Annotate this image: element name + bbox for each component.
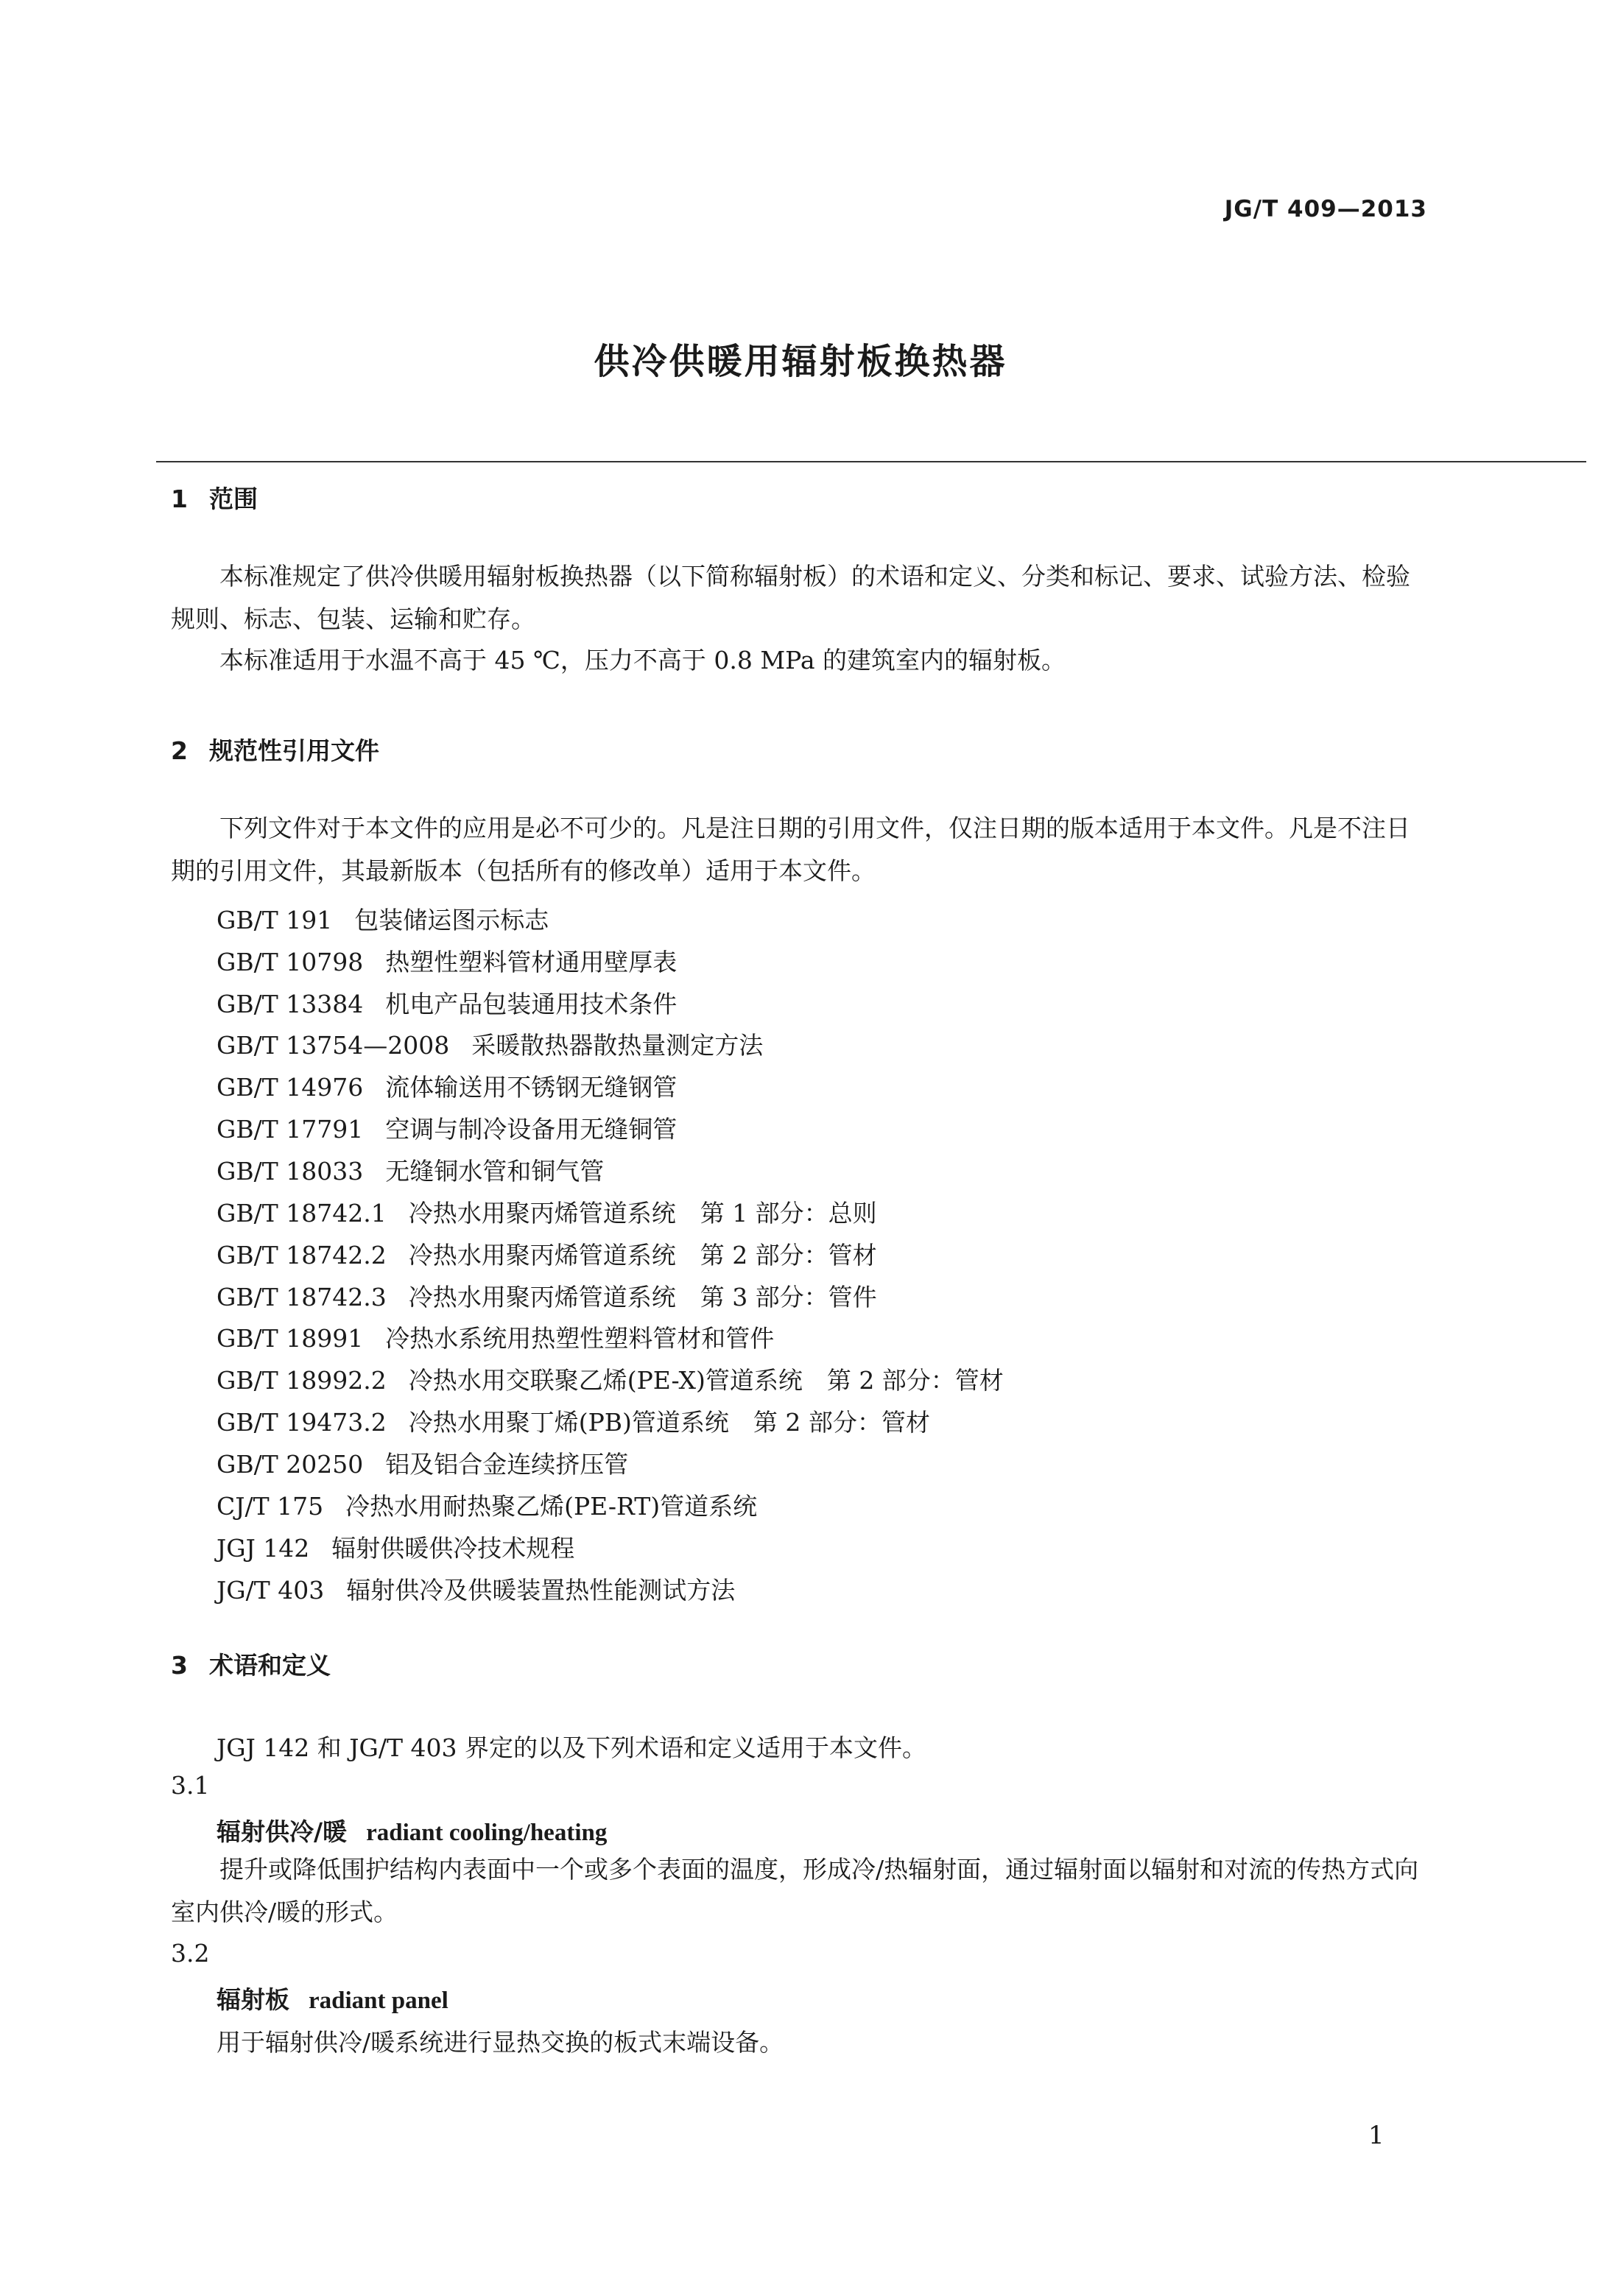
term-definition: 提升或降低围护结构内表面中一个或多个表面的温度，形成冷/热辐射面，通过辐射面以辐射和对流的传热方式向室内供冷/暖的形式。 — [171, 1855, 1419, 1926]
document-title: 供冷供暖用辐射板换热器 — [594, 341, 1007, 382]
term-en: radiant cooling/heating — [366, 1820, 608, 1846]
section-title: 规范性引用文件 — [209, 736, 379, 765]
page-number: 1 — [1368, 2121, 1384, 2150]
reference-item — [217, 1110, 677, 1145]
reference-item — [217, 1362, 1004, 1396]
term-heading — [217, 1981, 448, 2015]
reference-title: 冷热水用聚丙烯管道系统 第 3 部分：管件 — [408, 1283, 877, 1311]
reference-code: GB/T 14976 — [217, 1073, 364, 1102]
reference-code: GB/T 20250 — [217, 1450, 364, 1479]
reference-code: GB/T 19473.2 — [217, 1408, 387, 1437]
section-number: 2 — [171, 736, 188, 765]
term-en: radiant panel — [309, 1987, 448, 2014]
reference-code: GB/T 13384 — [217, 990, 364, 1018]
section-2-intro: 下列文件对于本文件的应用是必不可少的。凡是注日期的引用文件，仅注日期的版本适用于本文件。凡是不注日期的引用文件，其最新版本（包括所有的修改单）适用于本文件。 — [171, 814, 1410, 885]
reference-code: GB/T 191 — [217, 906, 333, 934]
reference-item — [217, 1026, 763, 1061]
reference-item — [217, 901, 549, 936]
section-number: 3 — [171, 1651, 188, 1680]
reference-code: GB/T 10798 — [217, 948, 364, 976]
reference-code: GB/T 18033 — [217, 1157, 364, 1186]
term-heading — [217, 1813, 607, 1848]
reference-item — [217, 1404, 930, 1438]
reference-item — [217, 1068, 677, 1103]
section-title: 范围 — [209, 485, 258, 513]
section-title: 术语和定义 — [209, 1651, 331, 1680]
section-3-heading — [171, 1647, 331, 1681]
reference-item — [217, 943, 677, 978]
reference-title: 机电产品包装通用技术条件 — [385, 990, 678, 1018]
reference-title: 流体输送用不锈钢无缝钢管 — [385, 1073, 678, 1102]
term-zh: 辐射供冷/暖 — [217, 1817, 348, 1846]
reference-title: 无缝铜水管和铜气管 — [385, 1157, 605, 1186]
term-zh: 辐射板 — [217, 1985, 289, 2014]
title-rule — [156, 461, 1586, 462]
reference-title: 辐射供冷及供暖装置热性能测试方法 — [346, 1576, 736, 1605]
section-1-heading — [171, 480, 258, 515]
reference-title: 冷热水用耐热聚乙烯(PE-RT)管道系统 — [345, 1492, 758, 1521]
reference-title: 冷热水系统用热塑性塑料管材和管件 — [385, 1324, 775, 1353]
reference-title: 冷热水用聚丁烯(PB)管道系统 第 2 部分：管材 — [408, 1408, 930, 1437]
reference-item — [217, 1194, 877, 1229]
reference-title: 冷热水用聚丙烯管道系统 第 2 部分：管材 — [408, 1241, 877, 1270]
section-3-intro: JGJ 142 和 JG/T 403 界定的以及下列术语和定义适用于本文件。 — [217, 1733, 926, 1762]
reference-item — [217, 1236, 877, 1271]
section-2-heading — [171, 732, 379, 767]
reference-item — [217, 1278, 877, 1313]
section-1-paragraph-2: 本标准适用于水温不高于 45 ℃，压力不高于 0.8 MPa 的建筑室内的辐射板。 — [219, 646, 1066, 675]
doc-code: JG/T 409—2013 — [1224, 196, 1427, 222]
reference-item — [217, 1320, 774, 1354]
reference-code: GB/T 18992.2 — [217, 1366, 387, 1395]
reference-code: GB/T 17791 — [217, 1115, 364, 1144]
reference-item — [217, 1571, 735, 1606]
clause-number: 3.1 — [171, 1771, 210, 1800]
reference-code: JG/T 403 — [217, 1576, 325, 1605]
reference-item — [217, 985, 677, 1020]
reference-code: GB/T 18742.2 — [217, 1241, 387, 1270]
reference-item — [217, 1152, 604, 1187]
reference-code: GB/T 18991 — [217, 1324, 364, 1353]
reference-item — [217, 1529, 574, 1564]
reference-code: GB/T 18742.3 — [217, 1283, 387, 1311]
reference-title: 铝及铝合金连续挤压管 — [385, 1450, 629, 1479]
section-1-paragraph-1: 本标准规定了供冷供暖用辐射板换热器（以下简称辐射板）的术语和定义、分类和标记、要求、试验方法、检验规则、标志、包装、运输和贮存。 — [171, 562, 1410, 633]
reference-title: 空调与制冷设备用无缝铜管 — [385, 1115, 678, 1144]
term-definition: 用于辐射供冷/暖系统进行显热交换的板式末端设备。 — [217, 2028, 784, 2057]
reference-item — [217, 1445, 628, 1480]
reference-title: 辐射供暖供冷技术规程 — [331, 1534, 575, 1563]
reference-title: 冷热水用交联聚乙烯(PE-X)管道系统 第 2 部分：管材 — [408, 1366, 1004, 1395]
reference-code: GB/T 18742.1 — [217, 1199, 387, 1228]
reference-title: 包装储运图示标志 — [354, 906, 549, 934]
reference-code: GB/T 13754—2008 — [217, 1031, 450, 1060]
reference-title: 热塑性塑料管材通用壁厚表 — [385, 948, 678, 976]
reference-item — [217, 1487, 757, 1522]
reference-code: JGJ 142 — [217, 1534, 310, 1563]
reference-title: 冷热水用聚丙烯管道系统 第 1 部分：总则 — [408, 1199, 877, 1228]
reference-title: 采暖散热器散热量测定方法 — [471, 1031, 764, 1060]
reference-code: CJ/T 175 — [217, 1492, 324, 1521]
section-number: 1 — [171, 485, 188, 513]
clause-number: 3.2 — [171, 1939, 210, 1968]
